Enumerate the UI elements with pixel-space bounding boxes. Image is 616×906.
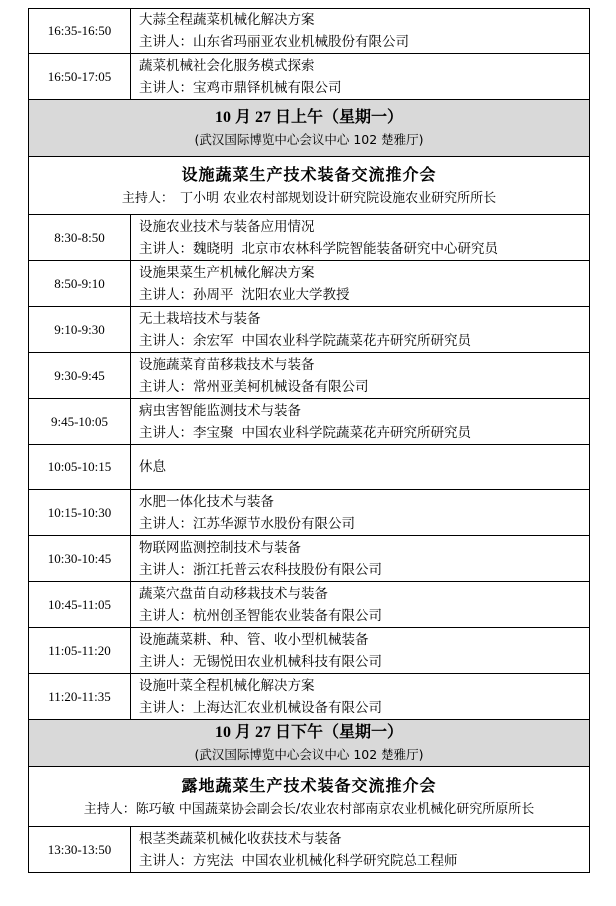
speaker-label: 主讲人： <box>139 653 193 670</box>
host-label: 主持人： <box>83 801 136 817</box>
talk-title: 根茎类蔬菜机械化收获技术与装备 <box>139 830 342 847</box>
speaker-line <box>139 330 589 352</box>
date-heading: 10 月 27 日下午（星期一） <box>214 724 403 741</box>
speaker-label: 主讲人： <box>139 424 193 441</box>
talk-cell <box>131 582 589 627</box>
talk-cell <box>131 353 589 398</box>
speaker-label: 主讲人： <box>139 286 193 303</box>
table-row <box>29 307 589 353</box>
speaker-label: 主讲人： <box>139 34 193 50</box>
talk-title: 物联网监测控制技术与装备 <box>139 539 301 556</box>
talk-title: 大蒜全程蔬菜机械化解决方案 <box>139 12 315 28</box>
speaker-org: 中国农业机械化科学研究院总工程师 <box>241 852 458 869</box>
session-host <box>122 188 496 210</box>
talk-cell <box>131 9 589 53</box>
talk-title: 蔬菜穴盘苗自动移栽技术与装备 <box>139 585 328 602</box>
speaker-org: 杭州创圣智能农业装备有限公司 <box>193 607 382 624</box>
talk-title: 设施叶菜全程机械化解决方案 <box>139 677 315 694</box>
speaker-org: 中国农业科学院蔬菜花卉研究所研究员 <box>241 332 471 349</box>
break-cell <box>131 445 589 489</box>
speaker-org: 常州亚美柯机械设备有限公司 <box>193 378 369 395</box>
talk-title: 设施蔬菜耕、种、管、收小型机械装备 <box>139 631 369 648</box>
speaker-org: 山东省玛丽亚农业机械股份有限公司 <box>193 34 409 50</box>
table-row <box>29 353 589 399</box>
speaker-line <box>139 284 589 306</box>
time-cell: 11:05-11:20 <box>29 628 131 673</box>
talk-cell <box>131 399 589 444</box>
speaker-org: 江苏华源节水股份有限公司 <box>193 515 355 532</box>
speaker-name: 余宏军 <box>193 332 234 349</box>
talk-title: 蔬菜机械社会化服务模式探索 <box>139 57 315 74</box>
table-row <box>29 215 589 261</box>
table-row <box>29 399 589 445</box>
speaker-line <box>139 850 589 872</box>
time-cell: 8:30-8:50 <box>29 215 131 260</box>
time-cell: 13:30-13:50 <box>29 827 131 872</box>
speaker-line <box>139 559 589 581</box>
talk-cell <box>131 674 589 719</box>
table-row <box>29 674 589 720</box>
speaker-label: 主讲人： <box>139 240 193 257</box>
talk-cell <box>131 536 589 581</box>
speaker-line <box>139 422 589 444</box>
speaker-label: 主讲人： <box>139 561 193 578</box>
host-label: 主持人： <box>121 190 174 206</box>
time-cell: 9:10-9:30 <box>29 307 131 352</box>
talk-cell <box>131 261 589 306</box>
talk-cell <box>131 628 589 673</box>
venue-text: (武汉国际博览中心会议中心 102 楚雅厅) <box>194 747 424 762</box>
speaker-org: 沈阳农业大学教授 <box>241 286 350 303</box>
table-row <box>29 54 589 100</box>
talk-title: 病虫害智能监测技术与装备 <box>139 402 301 419</box>
talk-title: 水肥一体化技术与装备 <box>139 493 274 510</box>
table-row <box>29 8 589 54</box>
talk-cell <box>131 490 589 535</box>
talk-title: 设施农业技术与装备应用情况 <box>139 218 315 235</box>
date-band-afternoon <box>29 720 589 767</box>
speaker-org: 中国农业科学院蔬菜花卉研究所研究员 <box>241 424 471 441</box>
talk-title: 设施蔬菜育苗移栽技术与装备 <box>139 356 315 373</box>
break-label: 休息 <box>139 459 166 475</box>
time-cell: 9:30-9:45 <box>29 353 131 398</box>
host-name: 陈巧敏 中国蔬菜协会副会长/农业农村部南京农业机械化研究所原所长 <box>135 801 535 817</box>
speaker-line <box>139 651 589 673</box>
speaker-label: 主讲人： <box>139 852 193 869</box>
speaker-label: 主讲人： <box>139 378 193 395</box>
date-heading: 10 月 27 日上午（星期一） <box>214 109 403 126</box>
speaker-name: 李宝聚 <box>193 424 234 441</box>
session-header-afternoon <box>29 767 589 827</box>
time-cell: 10:30-10:45 <box>29 536 131 581</box>
speaker-line <box>139 697 589 719</box>
speaker-name: 孙周平 <box>193 286 234 303</box>
schedule-table <box>28 8 590 873</box>
session-host <box>84 799 535 821</box>
talk-cell <box>131 54 589 99</box>
speaker-line <box>139 31 589 53</box>
time-cell: 16:35-16:50 <box>29 9 131 53</box>
time-cell: 10:15-10:30 <box>29 490 131 535</box>
table-row <box>29 490 589 536</box>
table-row <box>29 827 589 873</box>
speaker-org: 无锡悦田农业机械科技有限公司 <box>193 653 382 670</box>
table-row <box>29 445 589 490</box>
session-title: 露地蔬菜生产技术装备交流推介会 <box>181 775 437 795</box>
table-row <box>29 582 589 628</box>
speaker-org: 北京市农林科学院智能装备研究中心研究员 <box>241 240 498 257</box>
speaker-label: 主讲人： <box>139 699 193 716</box>
speaker-label: 主讲人： <box>139 607 193 624</box>
time-cell: 9:45-10:05 <box>29 399 131 444</box>
speaker-name: 方宪法 <box>193 852 234 869</box>
table-row <box>29 628 589 674</box>
speaker-label: 主讲人： <box>139 515 193 532</box>
speaker-name: 魏晓明 <box>193 240 234 257</box>
time-cell: 11:20-11:35 <box>29 674 131 719</box>
speaker-line <box>139 376 589 398</box>
speaker-line <box>139 77 589 99</box>
talk-cell <box>131 827 589 872</box>
speaker-line <box>139 605 589 627</box>
talk-cell <box>131 215 589 260</box>
time-cell: 16:50-17:05 <box>29 54 131 99</box>
venue-text: (武汉国际博览中心会议中心 102 楚雅厅) <box>194 132 424 147</box>
time-cell: 10:05-10:15 <box>29 445 131 489</box>
speaker-org: 上海达汇农业机械设备有限公司 <box>193 699 382 716</box>
table-row <box>29 536 589 582</box>
speaker-org: 宝鸡市鼎铎机械有限公司 <box>193 79 342 96</box>
talk-title: 无土栽培技术与装备 <box>139 310 261 327</box>
table-row <box>29 261 589 307</box>
speaker-line <box>139 513 589 535</box>
date-band-morning <box>29 100 589 157</box>
speaker-line <box>139 238 589 260</box>
host-name: 丁小明 农业农村部规划设计研究院设施农业研究所所长 <box>179 190 497 206</box>
speaker-org: 浙江托普云农科技股份有限公司 <box>193 561 382 578</box>
speaker-label: 主讲人： <box>139 332 193 349</box>
time-cell: 8:50-9:10 <box>29 261 131 306</box>
talk-title: 设施果菜生产机械化解决方案 <box>139 264 315 281</box>
speaker-label: 主讲人： <box>139 79 193 96</box>
session-header-morning <box>29 157 589 215</box>
time-cell: 10:45-11:05 <box>29 582 131 627</box>
talk-cell <box>131 307 589 352</box>
session-title: 设施蔬菜生产技术装备交流推介会 <box>181 164 437 184</box>
